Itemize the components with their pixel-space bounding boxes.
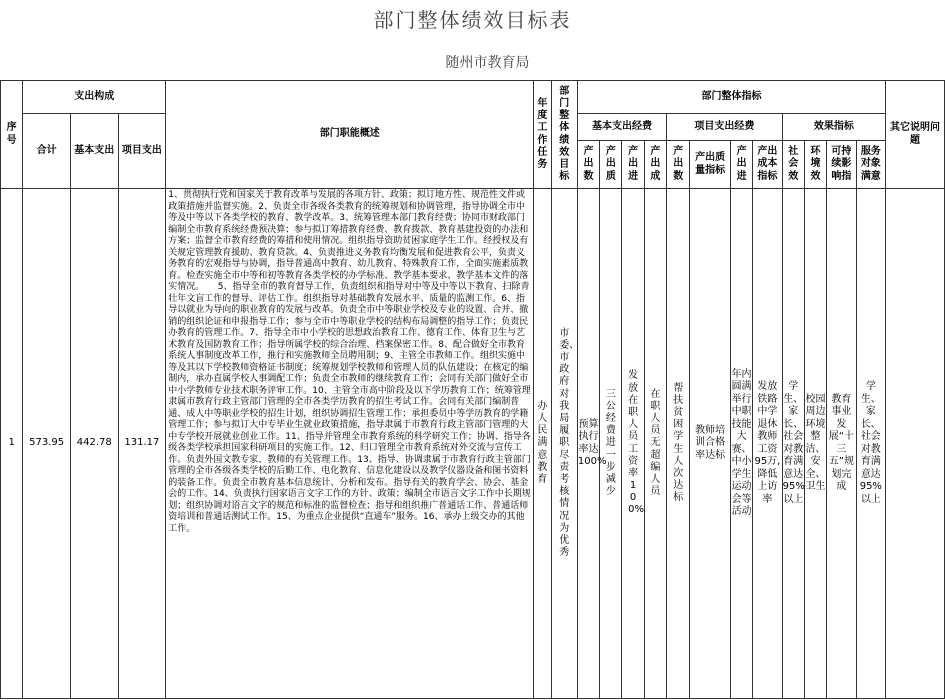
indicator-teacher-training: 教师培训合格率达标 (690, 189, 731, 699)
sub-header: 产出进 (730, 141, 752, 189)
indicators-header: 部门整体指标 (577, 81, 885, 114)
basic-header: 基本支出 (70, 114, 118, 189)
indicator-poor-students: 帮扶贫困学生人次达标 (667, 189, 690, 699)
indicator-salary: 发放在职人员工资率100% (622, 189, 644, 699)
effect-header: 效果指标 (782, 114, 885, 141)
project-funds-header: 项目支出经费 (667, 114, 783, 141)
other-value (886, 189, 945, 699)
duties-text: 1、贯彻执行党和国家关于教育改革与发展的各项方针、政策；拟订地方性、规范性文件或政策措施并监督实施。2、负责全市各级各类教育的统筹规划和协调管理，指导协调全市中等及中等以下各类学校的教育、教学改革。3、统筹管理本部门教育经费；协同市财政部门编制全市教育系统经费预决算；参与拟订筹措教育经费、教育拨款、教育基建投资的办法和方案；监督全市教育经费的筹措和使用情况。组织指导资助贫困家庭学生工作。经授权及有关规定管理教育援助、教育贷款。4、负责推进义务教育均衡发展和促进教育公平，负责义务教育的宏观指导与协调，指导普通高中教育、幼儿教育、特殊教育工作，全面实施素质教育。检查实施全市中等和初等教育各类学校的办学标准、教学基本要求、教学基本文件的落实情况。 5、指导全市的教育督导工作，负责组织和指导对中等及中等以下教育、扫除青壮年文盲工作的督导、评估工作。组织指导对基础教育发展水平、质量的监测工作。6、指导以就业为导向的职业教育的发展与改革。负责全市中等职业学校及专业的设置、合并、撤销的组织论证和申报指导工作；参与全市中等职业学校的结构布局调整的指导工作；负责民办教育的管理工作。7、指导全市中小学校的思想政治教育工作、德育工作、体育卫生与艺术教育及国防教育工作；指导所属学校的综合治理、档案保密工作。8、配合做好全市教育系统人事制度改革工作，推行和实施教师全员聘用制；9、主管全市教师工作。组织实施中等及其以下学校教师资格证书制度；统筹规划学校教师和管理人员的队伍建设；在核定的编制内，承办直属学校人事调配工作；负责全市教师的继续教育工作；会同有关部门做好全市中小学教师专业技术职务评审工作。10、主管全市高中阶段及以下学历教育工作；统筹管理隶属市教育行政主管部门管理的全市各类学历教育的招生考试工作。会同有关部门编制普通、成人中等职业学校的招生计划，组织协调招生管理工作；承担委员中等学历教育的学籍管理工作；参与拟订大中专毕业生就业政策措施，指导隶属于市教育行政主管部门管理的大中专学校开展就业创业工作。11、指导并管理全市教育系统的科学研究工作；协调、指导各级各类学校承担国家科研项目的实施工作。12、归口管理全市教育系统对外交流与宣传工作。负责外国文教专家、教师的有关管理工作。13、指导、协调隶属于市教育行政主管部门管理的全市各级各类学校的后勤工作、电化教育、信息化建设以及教学仪器设备和图书资料的装备工作。负责全市教育基本信息统计、分析和发布。指导有关的教育学会、协会、基金会的工作。14、负责执行国家语言文字工作的方针、政策；编制全市语言文字工作中长期规划；组织协调对语言文字的规范和标准的监督检查；指导和组织推广普通话工作、普通话师资培训和普通话测试工作。15、为重点企业提供“直通车”服务。16、承办上级交办的其他工作。 (166, 189, 534, 699)
sub-header: 社会效 (782, 141, 804, 189)
duties-header: 部门职能概述 (166, 81, 534, 189)
annual-task-value: 办人民满意教育 (534, 189, 551, 699)
indicator-environment: 校园周边环境整洁、安全、卫生 (804, 189, 826, 699)
organization-name: 随州市教育局 (445, 55, 530, 71)
indicator-three-public: 三公经费进一步减少 (600, 189, 622, 699)
sub-header: 产出质 (600, 141, 622, 189)
indicator-social-satisfaction: 学生、家长、社会对教育满意达95%以上 (782, 189, 804, 699)
index-header: 序号 (1, 81, 23, 189)
indicator-activities: 年内圆满举行中职技能大赛、中小学生运动会等活动 (730, 189, 752, 699)
indicator-retired-salary: 发放铁路中学退休教师工资95万,降低上访率 (753, 189, 782, 699)
sub-header: 产出成 (644, 141, 666, 189)
other-header: 其它说明问题 (886, 81, 945, 189)
indicator-staffing: 在职人员无超编人员 (644, 189, 666, 699)
sub-header: 服务对象满意 (856, 141, 885, 189)
overall-goal-value: 市委、市政府对我局履职尽责考核情况为优秀 (551, 189, 577, 699)
sub-header: 产出进 (622, 141, 644, 189)
indicator-service-satisfaction: 学生、家长、社会对教育满意达95%以上 (856, 189, 885, 699)
indicator-budget-execution: 预算执行率达100% (577, 189, 599, 699)
project-value: 131.17 (118, 189, 166, 699)
basic-funds-header: 基本支出经费 (577, 114, 666, 141)
sub-header: 可持续影响指 (827, 141, 856, 189)
spending-header: 支出构成 (23, 81, 166, 114)
indicator-sustainability: 教育事业发展“十三五”规划完成 (827, 189, 856, 699)
sub-header: 产出成本指标 (753, 141, 782, 189)
sub-header: 环境效 (804, 141, 826, 189)
annual-task-header: 年度工作任务 (534, 81, 551, 189)
sub-header: 产出数 (577, 141, 599, 189)
sub-header: 产出数 (667, 141, 690, 189)
page-title: 部门整体绩效目标表 (373, 8, 572, 32)
row-index: 1 (1, 189, 23, 699)
performance-table (0, 80, 945, 699)
sub-header: 产出质量指标 (690, 141, 731, 189)
total-value: 573.95 (23, 189, 71, 699)
overall-goal-header: 部门整体绩效目标 (551, 81, 577, 189)
project-header: 项目支出 (118, 114, 166, 189)
total-header: 合计 (23, 114, 71, 189)
basic-value: 442.78 (70, 189, 118, 699)
